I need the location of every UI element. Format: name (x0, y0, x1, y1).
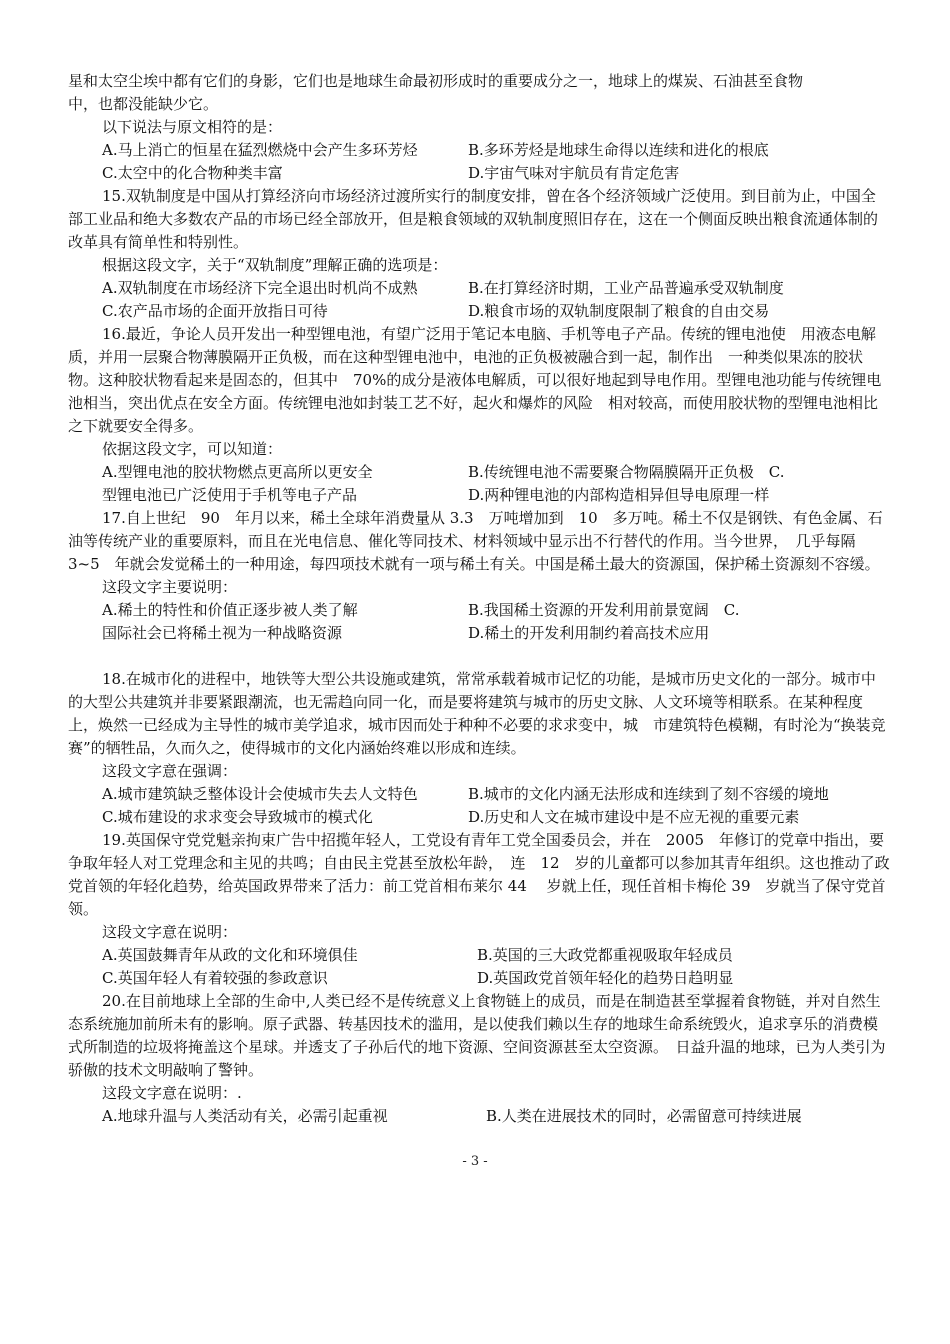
question-16-prompt: 依据这段文字，可以知道： (102, 440, 283, 458)
question-17-prompt: 这段文字主要说明： (102, 578, 238, 596)
option-c: C.农产品市场的企面开放指日可待 (102, 302, 328, 320)
option-b: B.在打算经济时期，工业产品普遍承受双轨制度 (468, 279, 784, 297)
option-row (68, 783, 890, 806)
option-row (68, 162, 890, 185)
option-c: 国际社会已将稀土视为一种战略资源 (102, 624, 343, 642)
intro-prompt: 以下说法与原文相符的是： (102, 118, 283, 136)
question-19-prompt: 这段文字意在说明： (102, 923, 238, 941)
option-c: C.城布建设的求求变会导致城市的模式化 (102, 808, 373, 826)
option-a: A.双轨制度在市场经济下完全退出时机尚不成熟 (102, 279, 418, 297)
question-20 (68, 990, 890, 1128)
option-row (68, 622, 890, 645)
option-row (68, 1105, 890, 1128)
option-c: C.英国年轻人有着较强的参政意识 (102, 969, 328, 987)
option-b: B.人类在进展技术的同时，必需留意可持续进展 (486, 1107, 802, 1125)
option-d: D.粮食市场的双轨制度限制了粮食的自由交易 (468, 302, 770, 320)
question-18-text: 18.在城市化的进程中，地铁等大型公共设施或建筑，常常承载着城市记忆的功能，是城市历史文化的一部分。城市中的大型公共建筑并非要紧跟潮流，也无需趋向同一化，而是要将建筑与城市的历史文脉、人文环境等相联系。在某种程度上，焕然一已经成为主导性的城市美学追求，城市因而处于种种不必要的求求变中，城 市建筑特色模糊，有时沦为“换装竞赛”的牺牲品，久而久之，使得城市的文化内涵始终难以形成和连续。 (68, 670, 886, 757)
question-18-prompt: 这段文字意在强调： (102, 762, 238, 780)
option-b: B.传统锂电池不需要聚合物隔膜隔开正负极 C. (468, 463, 785, 481)
option-a: A.型锂电池的胶状物燃点更高所以更安全 (102, 463, 373, 481)
option-d: D.稀土的开发利用制约着高技术应用 (468, 624, 710, 642)
option-row (68, 277, 890, 300)
question-17 (68, 507, 890, 645)
option-row (68, 967, 890, 990)
option-a: A.英国鼓舞青年从政的文化和环境俱佳 (102, 946, 358, 964)
page-number: - 3 - (462, 1154, 488, 1169)
option-row (68, 944, 890, 967)
option-b: B.多环芳烃是地球生命得以连续和进化的根底 (468, 141, 769, 159)
option-row (68, 139, 890, 162)
question-15-text: 15.双轨制度是中国从打算经济向市场经济过渡所实行的制度安排，曾在各个经济领域广泛使用。到目前为止，中国全部工业品和绝大多数农产品的市场已经全部放开，但是粮食领域的双轨制度照旧存在，这在一个侧面反映出粮食流通体制的改革具有简单性和特别性。 (68, 187, 879, 251)
option-row (68, 599, 890, 622)
option-row (68, 806, 890, 829)
question-16 (68, 323, 890, 507)
intro-section (68, 70, 890, 185)
option-a: A.稀土的特性和价值正逐步被人类了解 (102, 601, 358, 619)
option-b: B.我国稀土资源的开发利用前景宽阔 C. (468, 601, 740, 619)
question-18 (68, 668, 890, 829)
option-d: D.两种锂电池的内部构造相异但导电原理一样 (468, 486, 770, 504)
option-a: A.城市建筑缺乏整体设计会使城市失去人文特色 (102, 785, 418, 803)
option-row (68, 300, 890, 323)
option-b: B.英国的三大政党都重视吸取年轻成员 (477, 946, 733, 964)
question-19 (68, 829, 890, 990)
question-20-prompt: 这段文字意在说明：. (102, 1084, 242, 1102)
intro-line-2: 中，也都没能缺少它。 (68, 95, 219, 113)
option-d: D.宇宙气味对宇航员有肯定危害 (468, 164, 680, 182)
option-d: D.英国政党首领年轻化的趋势日趋明显 (477, 969, 734, 987)
option-b: B.城市的文化内涵无法形成和连续到了刻不容缓的境地 (468, 785, 829, 803)
question-19-text: 19.英国保守党党魁亲拘束广告中招揽年轻人，工党设有青年工党全国委员会，并在 2005 年修订的党章中指出，要争取年轻人对工党理念和主见的共鸣；自由民主党甚至放松年龄， 连 12 岁的儿童都可以参加其青年组织。这也推动了政党首领的年轻化趋势，给英国政界带来了活力：前工党首相布莱尔 44 岁就上任，现任首相卡梅伦 39 岁就当了保守党首领。 (68, 831, 890, 918)
question-16-text: 16.最近，争论人员开发出一种型锂电池，有望广泛用于笔记本电脑、手机等电子产品。传统的锂电池使 用液态电解质，并用一层聚合物薄膜隔开正负极，而在这种型锂电池中，电池的正负极被融合到一起，制作出 一种类似果冻的胶状物。这种胶状物看起来是固态的，但其中 70%的成分是液体电解质，可以很好地起到导电作用。型锂电池功能与传统锂电池相当，突出优点在安全方面。传统锂电池如封装工艺不好，起火和爆炸的风险 相对较高，而使用胶状物的型锂电池相比之下就要安全得多。 (68, 325, 882, 435)
option-a: A.地球升温与人类活动有关，必需引起重视 (102, 1107, 388, 1125)
option-a: A.马上消亡的恒星在猛烈燃烧中会产生多环芳烃 (102, 141, 418, 159)
option-row (68, 484, 890, 507)
question-15 (68, 185, 890, 323)
option-c: C.太空中的化合物种类丰富 (102, 164, 283, 182)
option-d: D.历史和人文在城市建设中是不应无视的重要元素 (468, 808, 800, 826)
question-15-prompt: 根据这段文字，关于“双轨制度”理解正确的选项是： (102, 256, 448, 274)
question-17-text: 17.自上世纪 90 年月以来，稀土全球年消费量从 3.3 万吨增加到 10 多万吨。稀土不仅是钢铁、有色金属、石油等传统产业的重要原料，而且在光电信息、催化等同技术、材料领域中显示出不行替代的作用。当今世界， 几乎每隔 3~5 年就会发觉稀土的一种用途，每四项技术就有一项与稀土有关。中国是稀土最大的资源国，保护稀土资源刻不容缓。 (68, 509, 883, 573)
option-c: 型锂电池已广泛使用于手机等电子产品 (102, 486, 358, 504)
intro-line-1: 星和太空尘埃中都有它们的身影，它们也是地球生命最初形成时的重要成分之一，地球上的煤炭、石油甚至食物 (68, 72, 804, 90)
question-20-text: 20.在目前地球上全部的生命中,人类已经不是传统意义上食物链上的成员，而是在制造甚至掌握着食物链，并对自然生态系统施加前所未有的影响。原子武器、转基因技术的滥用，是以使我们赖以生存的地球生命系统毁火，追求享乐的消费模式所制造的垃圾将掩盖这个星球。并透支了子孙后代的地下资源、空间资源甚至太空资源。 日益升温的地球，已为人类引为骄傲的技术文明敲响了警钟。 (68, 992, 886, 1079)
option-row (68, 461, 890, 484)
